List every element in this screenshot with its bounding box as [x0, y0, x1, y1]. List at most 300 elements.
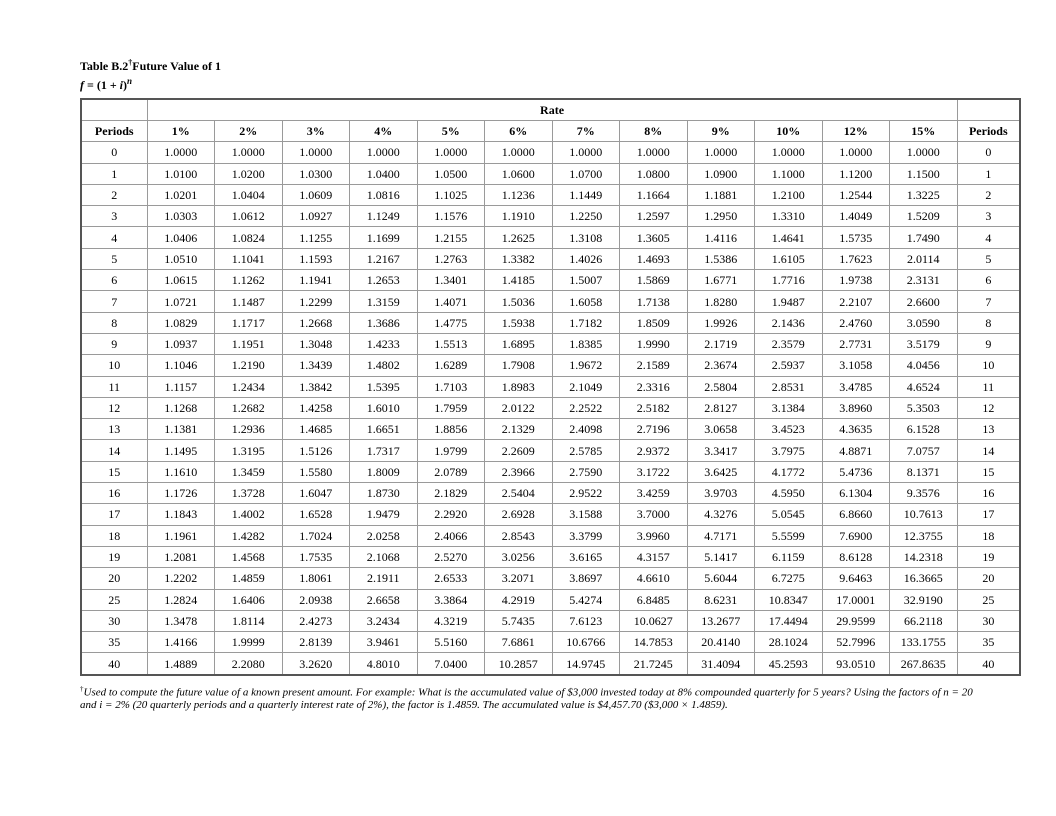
table-row — [81, 142, 1020, 163]
rate-header-1: 2% — [215, 121, 283, 142]
factor-cell: 2.7196 — [620, 419, 688, 440]
factor-cell: 2.0122 — [485, 397, 553, 418]
factor-cell: 66.2118 — [890, 610, 958, 631]
factor-cell: 1.2936 — [215, 419, 283, 440]
table-row — [81, 333, 1020, 354]
factor-cell: 1.1576 — [417, 206, 485, 227]
factor-cell: 1.9990 — [620, 333, 688, 354]
factor-cell: 8.1371 — [890, 461, 958, 482]
factor-cell: 1.4693 — [620, 248, 688, 269]
factor-cell: 3.1058 — [822, 355, 890, 376]
factor-cell: 3.4523 — [755, 419, 823, 440]
factor-cell: 45.2593 — [755, 653, 823, 675]
factor-cell: 5.4736 — [822, 461, 890, 482]
factor-cell: 1.9479 — [350, 504, 418, 525]
factor-cell: 2.8127 — [687, 397, 755, 418]
factor-cell: 2.0114 — [890, 248, 958, 269]
factor-cell: 1.5395 — [350, 376, 418, 397]
factor-cell: 1.0000 — [350, 142, 418, 163]
factor-cell: 12.3755 — [890, 525, 958, 546]
period-cell-right: 7 — [957, 291, 1020, 312]
factor-cell: 10.8347 — [755, 589, 823, 610]
factor-cell: 3.2071 — [485, 568, 553, 589]
factor-cell: 1.8280 — [687, 291, 755, 312]
factor-cell: 1.7103 — [417, 376, 485, 397]
factor-cell: 1.0000 — [755, 142, 823, 163]
factor-cell: 1.1495 — [147, 440, 215, 461]
factor-cell: 1.5007 — [552, 270, 620, 291]
factor-cell: 1.8009 — [350, 461, 418, 482]
factor-cell: 2.6600 — [890, 291, 958, 312]
factor-cell: 1.5513 — [417, 333, 485, 354]
period-cell-right: 14 — [957, 440, 1020, 461]
rate-header-2: 3% — [282, 121, 350, 142]
factor-cell: 2.6658 — [350, 589, 418, 610]
factor-cell: 2.3674 — [687, 355, 755, 376]
factor-cell: 1.3310 — [755, 206, 823, 227]
factor-cell: 3.3417 — [687, 440, 755, 461]
factor-cell: 4.3157 — [620, 546, 688, 567]
factor-cell: 2.4760 — [822, 312, 890, 333]
factor-cell: 1.1699 — [350, 227, 418, 248]
factor-cell: 1.2100 — [755, 184, 823, 205]
period-cell-left: 2 — [81, 184, 147, 205]
factor-cell: 1.6010 — [350, 397, 418, 418]
factor-cell: 2.7731 — [822, 333, 890, 354]
period-cell-right: 11 — [957, 376, 1020, 397]
factor-cell: 3.1588 — [552, 504, 620, 525]
factor-cell: 2.8531 — [755, 376, 823, 397]
factor-cell: 17.0001 — [822, 589, 890, 610]
factor-cell: 1.2668 — [282, 312, 350, 333]
factor-cell: 6.8660 — [822, 504, 890, 525]
factor-cell: 1.1961 — [147, 525, 215, 546]
factor-cell: 1.7716 — [755, 270, 823, 291]
period-cell-right: 12 — [957, 397, 1020, 418]
factor-cell: 14.2318 — [890, 546, 958, 567]
factor-cell: 1.4116 — [687, 227, 755, 248]
factor-cell: 2.0258 — [350, 525, 418, 546]
factor-cell: 3.0658 — [687, 419, 755, 440]
factor-cell: 1.5036 — [485, 291, 553, 312]
formula — [80, 74, 1020, 92]
factor-cell: 1.0300 — [282, 163, 350, 184]
factor-cell: 1.0000 — [620, 142, 688, 163]
period-cell-left: 20 — [81, 568, 147, 589]
factor-cell: 1.0000 — [215, 142, 283, 163]
factor-cell: 1.1500 — [890, 163, 958, 184]
document-page — [80, 56, 1020, 711]
period-cell-left: 8 — [81, 312, 147, 333]
periods-header-left: Periods — [81, 121, 147, 142]
factor-cell: 1.7535 — [282, 546, 350, 567]
factor-cell: 6.1159 — [755, 546, 823, 567]
factor-cell: 5.1417 — [687, 546, 755, 567]
period-cell-left: 17 — [81, 504, 147, 525]
factor-cell: 1.1881 — [687, 184, 755, 205]
factor-cell: 1.0615 — [147, 270, 215, 291]
period-cell-left: 3 — [81, 206, 147, 227]
factor-cell: 5.6044 — [687, 568, 755, 589]
period-cell-left: 11 — [81, 376, 147, 397]
factor-cell: 1.7138 — [620, 291, 688, 312]
future-value-table — [80, 98, 1021, 676]
period-cell-left: 5 — [81, 248, 147, 269]
factor-cell: 1.1000 — [755, 163, 823, 184]
factor-cell: 3.4259 — [620, 483, 688, 504]
factor-cell: 10.7613 — [890, 504, 958, 525]
factor-cell: 1.5209 — [890, 206, 958, 227]
factor-cell: 2.8139 — [282, 632, 350, 653]
period-cell-right: 1 — [957, 163, 1020, 184]
factor-cell: 4.8871 — [822, 440, 890, 461]
factor-cell: 1.6651 — [350, 419, 418, 440]
factor-cell: 2.0938 — [282, 589, 350, 610]
factor-cell: 8.6231 — [687, 589, 755, 610]
factor-cell: 2.2107 — [822, 291, 890, 312]
factor-cell: 2.4273 — [282, 610, 350, 631]
factor-cell: 32.9190 — [890, 589, 958, 610]
factor-cell: 1.3478 — [147, 610, 215, 631]
factor-cell: 16.3665 — [890, 568, 958, 589]
factor-cell: 1.5735 — [822, 227, 890, 248]
factor-cell: 1.8856 — [417, 419, 485, 440]
factor-cell: 1.2190 — [215, 355, 283, 376]
factor-cell: 2.6928 — [485, 504, 553, 525]
factor-cell: 1.0406 — [147, 227, 215, 248]
footnote-text: Used to compute the future value of a known present amount. For example: What is the accumulated value of $3,000 invested today at 8% compounded quarterly for 5 years? Using the factors of n = 20 and i = 2% (20 quarterly periods and a quarterly interest rate of 2%), the factor is 1.4859. The accumulated value is $4,457.70 ($3,000 × 1.4859). — [80, 686, 973, 711]
factor-cell: 1.6105 — [755, 248, 823, 269]
period-cell-right: 30 — [957, 610, 1020, 631]
factor-cell: 1.8114 — [215, 610, 283, 631]
factor-cell: 1.3439 — [282, 355, 350, 376]
factor-cell: 1.3225 — [890, 184, 958, 205]
rate-header-5: 6% — [485, 121, 553, 142]
table-row — [81, 376, 1020, 397]
factor-cell: 2.1436 — [755, 312, 823, 333]
factor-cell: 7.0400 — [417, 653, 485, 675]
factor-cell: 1.2202 — [147, 568, 215, 589]
factor-cell: 1.4071 — [417, 291, 485, 312]
factor-cell: 5.0545 — [755, 504, 823, 525]
factor-cell: 9.3576 — [890, 483, 958, 504]
factor-cell: 1.4641 — [755, 227, 823, 248]
rate-header-4: 5% — [417, 121, 485, 142]
factor-cell: 2.5804 — [687, 376, 755, 397]
factor-cell: 1.4802 — [350, 355, 418, 376]
factor-cell: 10.6766 — [552, 632, 620, 653]
factor-cell: 1.0000 — [485, 142, 553, 163]
factor-cell: 1.3842 — [282, 376, 350, 397]
period-cell-left: 19 — [81, 546, 147, 567]
rate-header-8: 9% — [687, 121, 755, 142]
factor-cell: 1.0824 — [215, 227, 283, 248]
factor-cell: 1.7908 — [485, 355, 553, 376]
factor-cell: 1.5580 — [282, 461, 350, 482]
factor-cell: 2.2920 — [417, 504, 485, 525]
table-title — [80, 56, 1020, 73]
period-cell-right: 10 — [957, 355, 1020, 376]
table-row — [81, 270, 1020, 291]
factor-cell: 1.0937 — [147, 333, 215, 354]
factor-cell: 2.1068 — [350, 546, 418, 567]
factor-cell: 3.0256 — [485, 546, 553, 567]
table-body — [81, 142, 1020, 675]
table-row — [81, 206, 1020, 227]
factor-cell: 2.3316 — [620, 376, 688, 397]
period-cell-right: 0 — [957, 142, 1020, 163]
period-cell-right: 4 — [957, 227, 1020, 248]
period-cell-right: 18 — [957, 525, 1020, 546]
factor-cell: 6.1528 — [890, 419, 958, 440]
factor-cell: 1.0900 — [687, 163, 755, 184]
factor-cell: 1.1664 — [620, 184, 688, 205]
factor-cell: 1.3459 — [215, 461, 283, 482]
formula-eq: = (1 + — [84, 78, 120, 92]
factor-cell: 1.2824 — [147, 589, 215, 610]
factor-cell: 1.1449 — [552, 184, 620, 205]
blank-corner-right — [957, 99, 1020, 121]
factor-cell: 1.1262 — [215, 270, 283, 291]
factor-cell: 1.4166 — [147, 632, 215, 653]
table-row — [81, 632, 1020, 653]
factor-cell: 1.4002 — [215, 504, 283, 525]
period-cell-left: 6 — [81, 270, 147, 291]
rate-header-3: 4% — [350, 121, 418, 142]
factor-cell: 1.4685 — [282, 419, 350, 440]
factor-cell: 14.9745 — [552, 653, 620, 675]
period-cell-left: 30 — [81, 610, 147, 631]
factor-cell: 1.1487 — [215, 291, 283, 312]
factor-cell: 1.0721 — [147, 291, 215, 312]
factor-cell: 3.3864 — [417, 589, 485, 610]
factor-cell: 2.4098 — [552, 419, 620, 440]
factor-cell: 2.4066 — [417, 525, 485, 546]
factor-cell: 1.4859 — [215, 568, 283, 589]
period-cell-left: 4 — [81, 227, 147, 248]
factor-cell: 1.3401 — [417, 270, 485, 291]
factor-cell: 1.3048 — [282, 333, 350, 354]
dagger-marker: † — [128, 58, 133, 67]
factor-cell: 10.2857 — [485, 653, 553, 675]
factor-cell: 1.4258 — [282, 397, 350, 418]
factor-cell: 1.3195 — [215, 440, 283, 461]
period-cell-left: 10 — [81, 355, 147, 376]
factor-cell: 1.3159 — [350, 291, 418, 312]
factor-cell: 1.6289 — [417, 355, 485, 376]
factor-cell: 4.3219 — [417, 610, 485, 631]
factor-cell: 1.0500 — [417, 163, 485, 184]
factor-cell: 1.4568 — [215, 546, 283, 567]
factor-cell: 1.2167 — [350, 248, 418, 269]
factor-cell: 14.7853 — [620, 632, 688, 653]
factor-cell: 4.3635 — [822, 419, 890, 440]
factor-cell: 1.0000 — [687, 142, 755, 163]
factor-cell: 1.6895 — [485, 333, 553, 354]
factor-cell: 2.9522 — [552, 483, 620, 504]
footnote — [80, 683, 980, 712]
factor-cell: 2.7590 — [552, 461, 620, 482]
factor-cell: 3.9703 — [687, 483, 755, 504]
table-row — [81, 312, 1020, 333]
period-cell-right: 9 — [957, 333, 1020, 354]
factor-cell: 1.2597 — [620, 206, 688, 227]
table-row — [81, 419, 1020, 440]
table-row — [81, 461, 1020, 482]
period-cell-right: 15 — [957, 461, 1020, 482]
factor-cell: 1.1726 — [147, 483, 215, 504]
period-cell-left: 14 — [81, 440, 147, 461]
factor-cell: 21.7245 — [620, 653, 688, 675]
factor-cell: 1.1200 — [822, 163, 890, 184]
period-cell-left: 18 — [81, 525, 147, 546]
rate-header-11: 15% — [890, 121, 958, 142]
factor-cell: 31.4094 — [687, 653, 755, 675]
factor-cell: 1.1610 — [147, 461, 215, 482]
factor-cell: 1.8730 — [350, 483, 418, 504]
factor-cell: 1.2544 — [822, 184, 890, 205]
factor-cell: 1.1717 — [215, 312, 283, 333]
factor-cell: 3.2620 — [282, 653, 350, 675]
factor-cell: 1.2434 — [215, 376, 283, 397]
factor-cell: 1.1268 — [147, 397, 215, 418]
factor-cell: 1.0816 — [350, 184, 418, 205]
table-row — [81, 504, 1020, 525]
factor-cell: 3.6165 — [552, 546, 620, 567]
period-cell-left: 15 — [81, 461, 147, 482]
factor-cell: 1.4282 — [215, 525, 283, 546]
factor-cell: 3.9960 — [620, 525, 688, 546]
factor-cell: 1.7490 — [890, 227, 958, 248]
period-cell-right: 40 — [957, 653, 1020, 675]
factor-cell: 7.6861 — [485, 632, 553, 653]
factor-cell: 1.4775 — [417, 312, 485, 333]
factor-cell: 1.0000 — [890, 142, 958, 163]
factor-cell: 93.0510 — [822, 653, 890, 675]
footnote-marker: † — [80, 684, 84, 693]
factor-cell: 1.6058 — [552, 291, 620, 312]
factor-cell: 1.2950 — [687, 206, 755, 227]
factor-cell: 1.9738 — [822, 270, 890, 291]
factor-cell: 5.5599 — [755, 525, 823, 546]
factor-cell: 133.1755 — [890, 632, 958, 653]
factor-cell: 1.2250 — [552, 206, 620, 227]
factor-cell: 1.9999 — [215, 632, 283, 653]
factor-cell: 1.7317 — [350, 440, 418, 461]
factor-cell: 1.7959 — [417, 397, 485, 418]
table-row — [81, 525, 1020, 546]
rate-header-9: 10% — [755, 121, 823, 142]
factor-cell: 1.1941 — [282, 270, 350, 291]
table-row — [81, 291, 1020, 312]
factor-cell: 4.3276 — [687, 504, 755, 525]
factor-cell: 1.2081 — [147, 546, 215, 567]
factor-cell: 13.2677 — [687, 610, 755, 631]
table-row — [81, 568, 1020, 589]
factor-cell: 1.7024 — [282, 525, 350, 546]
factor-cell: 1.4233 — [350, 333, 418, 354]
factor-cell: 1.1236 — [485, 184, 553, 205]
factor-cell: 2.6533 — [417, 568, 485, 589]
table-row — [81, 248, 1020, 269]
factor-cell: 5.7435 — [485, 610, 553, 631]
factor-cell: 1.2682 — [215, 397, 283, 418]
factor-cell: 1.6528 — [282, 504, 350, 525]
formula-exponent: n — [127, 76, 133, 86]
factor-cell: 5.3503 — [890, 397, 958, 418]
factor-cell: 6.1304 — [822, 483, 890, 504]
factor-cell: 3.5179 — [890, 333, 958, 354]
factor-cell: 2.1329 — [485, 419, 553, 440]
factor-cell: 1.0000 — [147, 142, 215, 163]
factor-cell: 1.1041 — [215, 248, 283, 269]
table-row — [81, 483, 1020, 504]
rate-header-10: 12% — [822, 121, 890, 142]
factor-cell: 3.9461 — [350, 632, 418, 653]
factor-cell: 28.1024 — [755, 632, 823, 653]
factor-cell: 7.0757 — [890, 440, 958, 461]
factor-cell: 4.6524 — [890, 376, 958, 397]
table-row — [81, 610, 1020, 631]
factor-cell: 1.1249 — [350, 206, 418, 227]
factor-cell: 1.0200 — [215, 163, 283, 184]
period-cell-right: 25 — [957, 589, 1020, 610]
rate-header-6: 7% — [552, 121, 620, 142]
factor-cell: 10.0627 — [620, 610, 688, 631]
factor-cell: 1.2653 — [350, 270, 418, 291]
factor-cell: 1.7623 — [822, 248, 890, 269]
factor-cell: 3.7000 — [620, 504, 688, 525]
period-cell-right: 17 — [957, 504, 1020, 525]
factor-cell: 1.2299 — [282, 291, 350, 312]
factor-cell: 2.5785 — [552, 440, 620, 461]
factor-cell: 1.1025 — [417, 184, 485, 205]
factor-cell: 1.2155 — [417, 227, 485, 248]
factor-cell: 4.8010 — [350, 653, 418, 675]
factor-cell: 3.1384 — [755, 397, 823, 418]
factor-cell: 1.6406 — [215, 589, 283, 610]
factor-cell: 1.8509 — [620, 312, 688, 333]
factor-cell: 2.1719 — [687, 333, 755, 354]
blank-corner-left — [81, 99, 147, 121]
table-title-text: Future Value of 1 — [132, 59, 222, 73]
factor-cell: 4.6610 — [620, 568, 688, 589]
formula-lhs: f — [80, 78, 84, 92]
factor-cell: 1.0404 — [215, 184, 283, 205]
factor-cell: 3.0590 — [890, 312, 958, 333]
factor-cell: 2.1911 — [350, 568, 418, 589]
factor-cell: 1.0829 — [147, 312, 215, 333]
factor-cell: 1.3605 — [620, 227, 688, 248]
factor-cell: 3.2434 — [350, 610, 418, 631]
factor-cell: 3.8960 — [822, 397, 890, 418]
factor-cell: 1.9926 — [687, 312, 755, 333]
factor-cell: 1.9487 — [755, 291, 823, 312]
period-cell-right: 13 — [957, 419, 1020, 440]
factor-cell: 2.8543 — [485, 525, 553, 546]
factor-cell: 1.0700 — [552, 163, 620, 184]
factor-cell: 3.3799 — [552, 525, 620, 546]
factor-cell: 3.6425 — [687, 461, 755, 482]
period-cell-left: 25 — [81, 589, 147, 610]
factor-cell: 2.5182 — [620, 397, 688, 418]
rate-header-0: 1% — [147, 121, 215, 142]
period-cell-left: 0 — [81, 142, 147, 163]
factor-cell: 1.1157 — [147, 376, 215, 397]
table-row — [81, 589, 1020, 610]
period-cell-left: 1 — [81, 163, 147, 184]
factor-cell: 1.0000 — [552, 142, 620, 163]
